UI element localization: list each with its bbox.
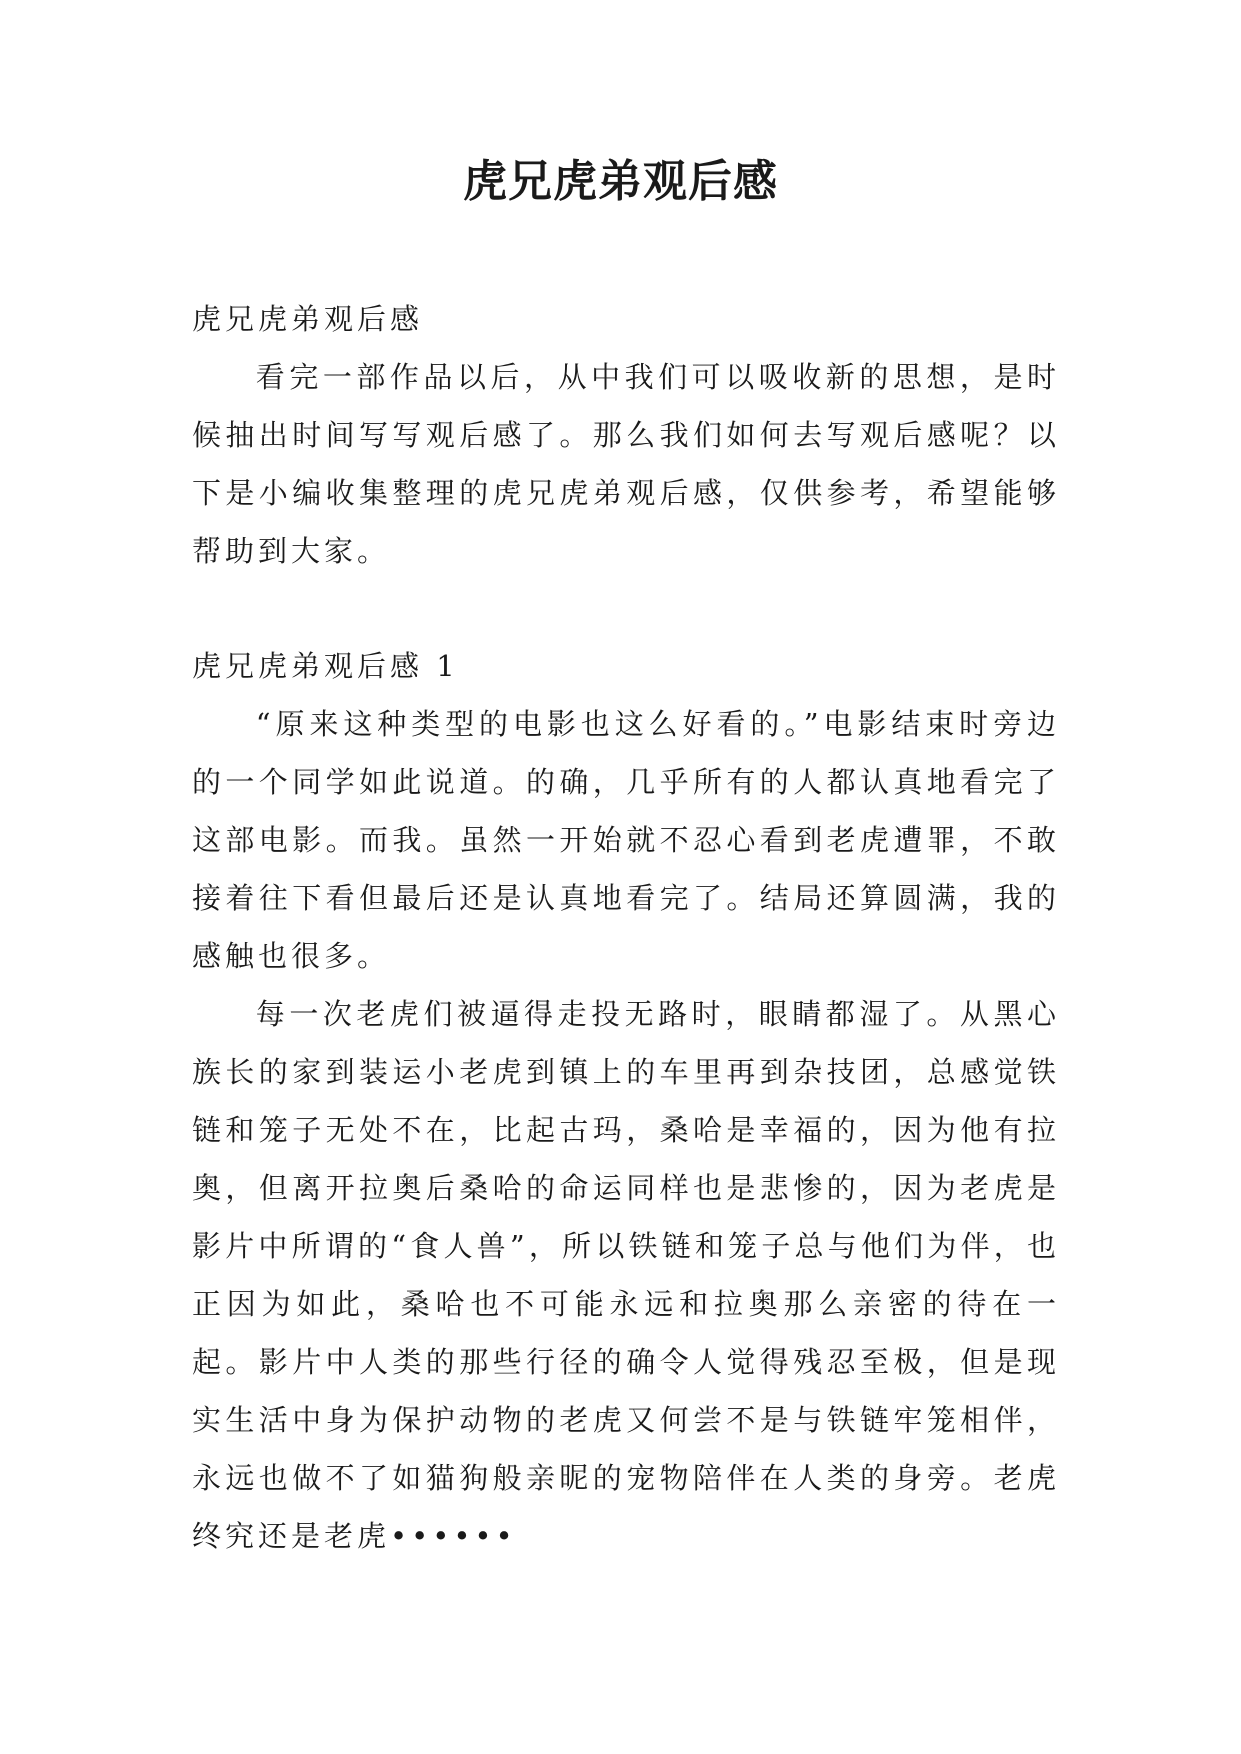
section-1-paragraph-2: 每一次老虎们被逼得走投无路时，眼睛都湿了。从黑心族长的家到装运小老虎到镇上的车里再到杂技团，总感觉铁链和笼子无处不在，比起古玛，桑哈是幸福的，因为他有拉奥，但离开拉奥后桑哈的命运同样也是悲惨的，因为老虎是影片中所谓的“食人兽”，所以铁链和笼子总与他们为伴，也正因为如此，桑哈也不可能永远和拉奥那么亲密的待在一起。影片中人类的那些行径的确令人觉得残忍至极，但是现实生活中身为保护动物的老虎又何尝不是与铁链牢笼相伴，永远也做不了如猫狗般亲昵的宠物陪伴在人类的身旁。老虎终究还是老虎•••••• [192, 997, 1060, 1553]
document-title: 虎兄虎弟观后感 [463, 156, 778, 207]
section-spacer [192, 580, 1060, 637]
intro-paragraph: 看完一部作品以后，从中我们可以吸收新的思想，是时候抽出时间写写观后感了。那么我们如何去写观后感呢？以下是小编收集整理的虎兄虎弟观后感，仅供参考，希望能够帮助到大家。 [192, 360, 1060, 568]
document-body [192, 290, 1060, 1565]
section-1-heading: 虎兄虎弟观后感 1 [192, 649, 459, 683]
intro-heading: 虎兄虎弟观后感 [192, 302, 424, 336]
section-1-paragraph-1: “原来这种类型的电影也这么好看的。”电影结束时旁边的一个同学如此说道。的确，几乎所有的人都认真地看完了这部电影。而我。虽然一开始就不忍心看到老虎遭罪，不敢接着往下看但最后还是认真地看完了。结局还算圆满，我的感触也很多。 [192, 707, 1060, 973]
